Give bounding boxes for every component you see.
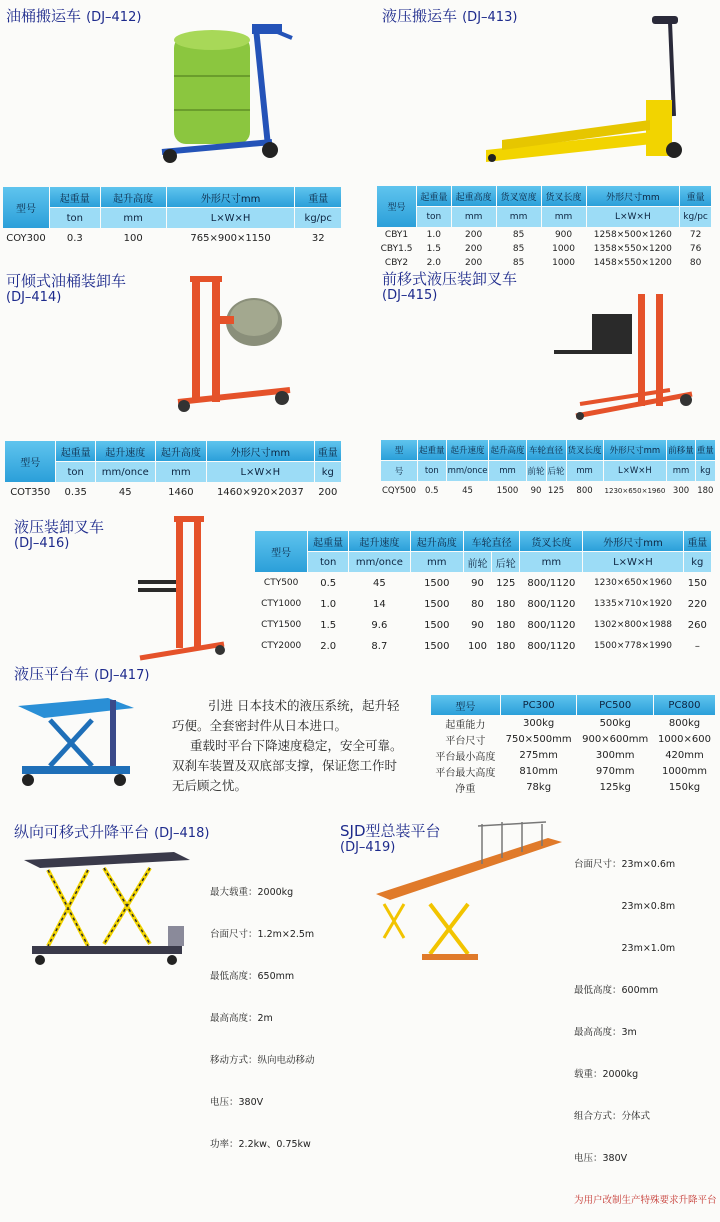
- th-unit: ton: [418, 461, 446, 481]
- section-title: 纵向可移式升降平台: [14, 823, 150, 841]
- description-line: 引进 日本技术的液压系统，起升轻: [208, 698, 400, 713]
- cell: 1458×550×1200: [593, 257, 672, 268]
- cell: 800kg: [668, 718, 701, 729]
- th-unit: L×W×H: [207, 462, 314, 482]
- model-code: (DJ–416): [14, 536, 70, 551]
- drum-truck-image: [160, 18, 300, 168]
- section-title: 油桶搬运车: [6, 7, 82, 25]
- model-code: (DJ–414): [6, 290, 62, 305]
- cell: 45: [118, 486, 132, 498]
- cell: 0.5: [320, 577, 337, 589]
- cell: CTY500: [263, 578, 299, 588]
- th-dimensions: 外形尺寸mm: [604, 440, 667, 460]
- cell: 1302×800×1988: [593, 620, 673, 630]
- th-weight: 重量: [295, 187, 341, 207]
- mobile-lift-platform-image: [18, 846, 198, 972]
- cell: 1500: [424, 619, 450, 631]
- th-capacity: 起重量: [56, 441, 94, 461]
- th-unit: mm: [156, 462, 206, 482]
- cell: 1500: [424, 598, 450, 610]
- cell: 0.3: [66, 232, 83, 244]
- cell: 90: [471, 577, 484, 589]
- th-unit: 后轮: [547, 461, 566, 481]
- th-unit: ton: [50, 208, 100, 228]
- th-dimensions: 外形尺寸mm: [167, 187, 295, 207]
- cell: CQY500: [382, 486, 417, 496]
- table-row: [377, 228, 711, 241]
- section-title: 液压装卸叉车: [14, 518, 105, 536]
- cell: CTY1500: [261, 620, 302, 630]
- cell: 180: [496, 619, 516, 631]
- table-row: [255, 594, 711, 614]
- cell: 800/1120: [527, 619, 576, 631]
- model-code: (DJ–418): [154, 826, 210, 841]
- th-capacity: 起重量: [50, 187, 100, 207]
- spec-line: 最高高度：2m: [210, 1013, 273, 1024]
- table-row: [3, 229, 341, 247]
- cell: 1.5: [426, 243, 441, 254]
- th-model: 型号: [255, 531, 307, 572]
- hydraulic-stacker-image: [136, 514, 228, 662]
- cell: 平台最小高度: [435, 752, 496, 763]
- th-model-pc300: PC300: [501, 695, 577, 715]
- cell: 800/1120: [527, 577, 576, 589]
- section-title: 液压平台车: [14, 665, 90, 683]
- cell: 125: [547, 486, 565, 496]
- cell: 9.6: [371, 619, 388, 631]
- th-capacity: 起重量: [417, 186, 451, 206]
- cell: COT350: [10, 486, 51, 498]
- cell: 200: [465, 243, 483, 254]
- th-unit: mm: [567, 461, 603, 481]
- table-row: [255, 615, 711, 635]
- cell: 1500: [424, 640, 450, 652]
- section-dj418-heading: [14, 822, 209, 842]
- th-unit: kg/pc: [680, 207, 711, 227]
- th-lift-speed: 起升速度: [96, 441, 155, 461]
- section-dj416-heading: [14, 518, 134, 552]
- cell: 平台尺寸: [445, 736, 486, 747]
- cell: 500kg: [599, 718, 631, 729]
- cell: COY300: [6, 232, 46, 244]
- cell: 1.0: [426, 229, 441, 240]
- cell: 180: [697, 486, 714, 496]
- cell: 72: [689, 229, 702, 240]
- cell: 220: [687, 598, 707, 610]
- cell: 200: [465, 229, 483, 240]
- th-weight: 重量: [680, 186, 711, 206]
- spec-line: 最大载重：2000kg: [210, 887, 294, 898]
- th-model: 型号: [5, 441, 55, 482]
- cell: 150kg: [668, 782, 701, 793]
- spec-table-dj417: [430, 694, 716, 796]
- cell: 1.0: [320, 598, 337, 610]
- th-unit: 号: [381, 461, 417, 481]
- th-unit: mm/once: [447, 461, 489, 481]
- spec-list-dj419: [574, 830, 717, 1222]
- th-lift-height: 起升高度: [411, 531, 463, 551]
- table-row: [431, 780, 715, 795]
- cell: 970mm: [595, 766, 635, 777]
- th-unit: mm: [489, 461, 525, 481]
- th-dimensions: 外形尺寸mm: [207, 441, 314, 461]
- section-dj412-heading: [6, 6, 141, 26]
- th-fork-length: 货叉长度: [567, 440, 603, 460]
- table-row: [5, 483, 341, 501]
- model-code: (DJ–417): [94, 668, 150, 683]
- cell: 800: [576, 486, 593, 496]
- spec-table-dj416: [254, 530, 712, 657]
- cell: 300mm: [595, 750, 635, 761]
- description-line: 巧便。全套密封件从日本进口。: [172, 718, 348, 733]
- section-dj414-heading: [6, 272, 166, 306]
- th-unit: 前轮: [464, 552, 491, 572]
- th-unit: mm: [497, 207, 541, 227]
- spec-line: 电压：380V: [574, 1153, 628, 1164]
- th-reach: 前移量: [667, 440, 695, 460]
- cell: 2.0: [426, 257, 441, 268]
- cell: 750×500mm: [505, 734, 572, 745]
- cell: 90: [471, 619, 484, 631]
- th-unit: L×W×H: [604, 461, 667, 481]
- table-row: [431, 732, 715, 747]
- spec-list-dj418: [210, 858, 315, 1166]
- th-unit: ton: [308, 552, 348, 572]
- cell: 1.5: [320, 619, 337, 631]
- reach-stacker-image: [552, 290, 702, 420]
- cell: 净重: [455, 784, 476, 795]
- model-code: (DJ–419): [340, 840, 396, 855]
- th-lift-height: 起升高度: [156, 441, 206, 461]
- cell: 85: [512, 229, 525, 240]
- th-unit: mm: [542, 207, 586, 227]
- th-unit: mm: [101, 208, 166, 228]
- cell: 80: [471, 598, 484, 610]
- description-line: 重载时平台下降速度稳定，安全可靠。: [190, 738, 403, 753]
- spec-table-dj415: [380, 439, 716, 501]
- table-row: [431, 764, 715, 779]
- th-weight: 重量: [315, 441, 341, 461]
- spec-table-dj414: [4, 440, 342, 502]
- cell: 45: [462, 486, 473, 496]
- cell: 420mm: [665, 750, 704, 761]
- th-unit: kg: [696, 461, 715, 481]
- pallet-truck-image: [482, 16, 704, 166]
- cell: 800/1120: [527, 640, 576, 652]
- cell: CBY1: [384, 229, 409, 240]
- spec-line: 移动方式：纵向电动移动: [210, 1055, 315, 1066]
- cell: CBY1.5: [380, 243, 413, 254]
- section-title: 可倾式油桶装卸车: [6, 272, 127, 290]
- th-unit: mm: [520, 552, 582, 572]
- section-dj417-heading: [14, 664, 149, 684]
- cell: 180: [496, 640, 516, 652]
- th-fork-length: 货叉长度: [542, 186, 586, 206]
- cell: 78kg: [526, 782, 552, 793]
- th-lift-height: 起升高度: [489, 440, 525, 460]
- th-unit: ton: [56, 462, 94, 482]
- th-model-pc500: PC500: [577, 695, 653, 715]
- cell: 1335×710×1920: [593, 599, 673, 609]
- th-unit: kg: [684, 552, 711, 572]
- th-weight: 重量: [684, 531, 711, 551]
- th-fork-width: 货叉宽度: [497, 186, 541, 206]
- spec-table-dj412: [2, 186, 342, 248]
- spec-table-dj413: [376, 185, 712, 270]
- cell: 85: [512, 257, 525, 268]
- th-unit: kg/pc: [295, 208, 341, 228]
- cell: 1000: [552, 243, 575, 254]
- platform-truck-description: [172, 696, 428, 796]
- cell: 275mm: [519, 750, 558, 761]
- table-row: [377, 242, 711, 255]
- cell: 810mm: [519, 766, 558, 777]
- th-capacity: 起重量: [418, 440, 446, 460]
- table-row: [431, 716, 715, 731]
- cell: 125kg: [599, 782, 631, 793]
- cell: CTY2000: [261, 641, 302, 651]
- cell: 0.35: [64, 486, 87, 498]
- th-unit: mm: [452, 207, 496, 227]
- cell: 1500×778×1990: [593, 641, 673, 651]
- th-unit: L×W×H: [587, 207, 680, 227]
- table-row: [381, 482, 715, 500]
- custom-order-note: 为用户改制生产特殊要求升降平台: [574, 1195, 717, 1206]
- cell: 8.7: [371, 640, 388, 652]
- tilting-drum-stacker-image: [170, 270, 300, 416]
- cell: 1000×600: [658, 734, 711, 745]
- cell: 90: [530, 486, 542, 496]
- section-title: SJD型总装平台: [340, 822, 441, 840]
- cell: 260: [687, 619, 707, 631]
- th-model: 型号: [3, 187, 49, 228]
- th-unit: L×W×H: [583, 552, 682, 572]
- model-code: (DJ–412): [86, 10, 142, 25]
- cell: 1258×500×1260: [593, 229, 672, 240]
- assembly-platform-image: [372, 820, 566, 970]
- cell: 100: [123, 232, 143, 244]
- th-unit: ton: [417, 207, 451, 227]
- cell: 125: [496, 577, 516, 589]
- cell: 900: [554, 229, 573, 240]
- description-line: 双刹车装置及双底部支撑，保证您工作时: [172, 758, 398, 773]
- th-fork-length: 货叉长度: [520, 531, 582, 551]
- model-code: (DJ–415): [382, 288, 438, 303]
- spec-line: 组合方式：分体式: [574, 1111, 651, 1122]
- spec-line: 电压：380V: [210, 1097, 264, 1108]
- cell: 150: [687, 577, 707, 589]
- table-row: [255, 636, 711, 656]
- cell: 1460×920×2037: [216, 486, 304, 498]
- cell: CBY2: [384, 257, 409, 268]
- cell: 200: [318, 486, 338, 498]
- spec-line: 最低高度：650mm: [210, 971, 295, 982]
- cell: 14: [373, 598, 386, 610]
- cell: 180: [496, 598, 516, 610]
- th-unit: L×W×H: [167, 208, 295, 228]
- th-weight: 重量: [696, 440, 715, 460]
- th-unit: mm: [667, 461, 695, 481]
- spec-line: 台面尺寸：23m×0.6m: [574, 859, 676, 870]
- th-unit: 后轮: [492, 552, 519, 572]
- cell: –: [694, 640, 700, 652]
- cell: 300: [672, 486, 690, 496]
- cell: 1500: [496, 486, 519, 496]
- spec-line: 功率：2.2kw、0.75kw: [210, 1139, 311, 1150]
- cell: 1000: [552, 257, 575, 268]
- cell: 200: [465, 257, 483, 268]
- table-row: [255, 573, 711, 593]
- cell: 1230×650×1960: [593, 578, 673, 588]
- cell: 1460: [168, 486, 194, 498]
- cell: 1230×650×1960: [604, 487, 666, 495]
- th-lift-speed: 起升速度: [349, 531, 410, 551]
- th-dimensions: 外形尺寸mm: [583, 531, 682, 551]
- cell: 765×900×1150: [190, 232, 271, 244]
- cell: 85: [512, 243, 525, 254]
- cell: 100: [467, 640, 488, 652]
- table-row: [431, 748, 715, 763]
- th-lift-height: 起升高度: [101, 187, 166, 207]
- th-unit: mm/once: [96, 462, 155, 482]
- spec-line: 23m×0.8m: [574, 901, 676, 912]
- th-dimensions: 外形尺寸mm: [587, 186, 680, 206]
- cell: 1000mm: [662, 766, 707, 777]
- cell: 起重能力: [445, 720, 486, 731]
- cell: 1358×550×1200: [593, 243, 672, 254]
- cell: 45: [373, 577, 386, 589]
- cell: 800/1120: [527, 598, 576, 610]
- cell: 1500: [424, 577, 450, 589]
- spec-line: 最低高度：600mm: [574, 985, 659, 996]
- platform-truck-image: [14, 696, 144, 792]
- th-unit: 前轮: [527, 461, 546, 481]
- cell: 80: [689, 257, 702, 268]
- th-unit: kg: [315, 462, 341, 482]
- cell: 76: [689, 243, 702, 254]
- cell: CTY1000: [261, 599, 302, 609]
- cell: 0.5: [425, 486, 439, 496]
- th-model: 型: [381, 440, 417, 460]
- cell: 平台最大高度: [435, 768, 496, 779]
- th-model: 型号: [377, 186, 416, 227]
- th-wheel-diameter: 车轮直径: [527, 440, 566, 460]
- cell: 300kg: [523, 718, 555, 729]
- th-capacity: 起重量: [308, 531, 348, 551]
- th-lift-height: 起重高度: [452, 186, 496, 206]
- cell: 900×600mm: [582, 734, 649, 745]
- th-model-pc800: PC800: [654, 695, 715, 715]
- spec-line: 最高高度：3m: [574, 1027, 637, 1038]
- spec-line: 载重：2000kg: [574, 1069, 639, 1080]
- spec-line: 23m×1.0m: [574, 943, 676, 954]
- th-wheel-diameter: 车轮直径: [464, 531, 520, 551]
- cell: 32: [311, 232, 325, 244]
- th-lift-speed: 起升速度: [447, 440, 489, 460]
- spec-line: 台面尺寸：1.2m×2.5m: [210, 929, 315, 940]
- cell: 2.0: [320, 640, 337, 652]
- section-title: 液压搬运车: [382, 7, 458, 25]
- section-title: 前移式液压装卸叉车: [382, 270, 518, 288]
- description-line: 无后顾之忧。: [172, 778, 248, 793]
- th-unit: mm/once: [349, 552, 410, 572]
- th-unit: mm: [411, 552, 463, 572]
- th-model: 型号: [431, 695, 500, 715]
- model-code: (DJ–413): [462, 10, 518, 25]
- table-row: [377, 256, 711, 269]
